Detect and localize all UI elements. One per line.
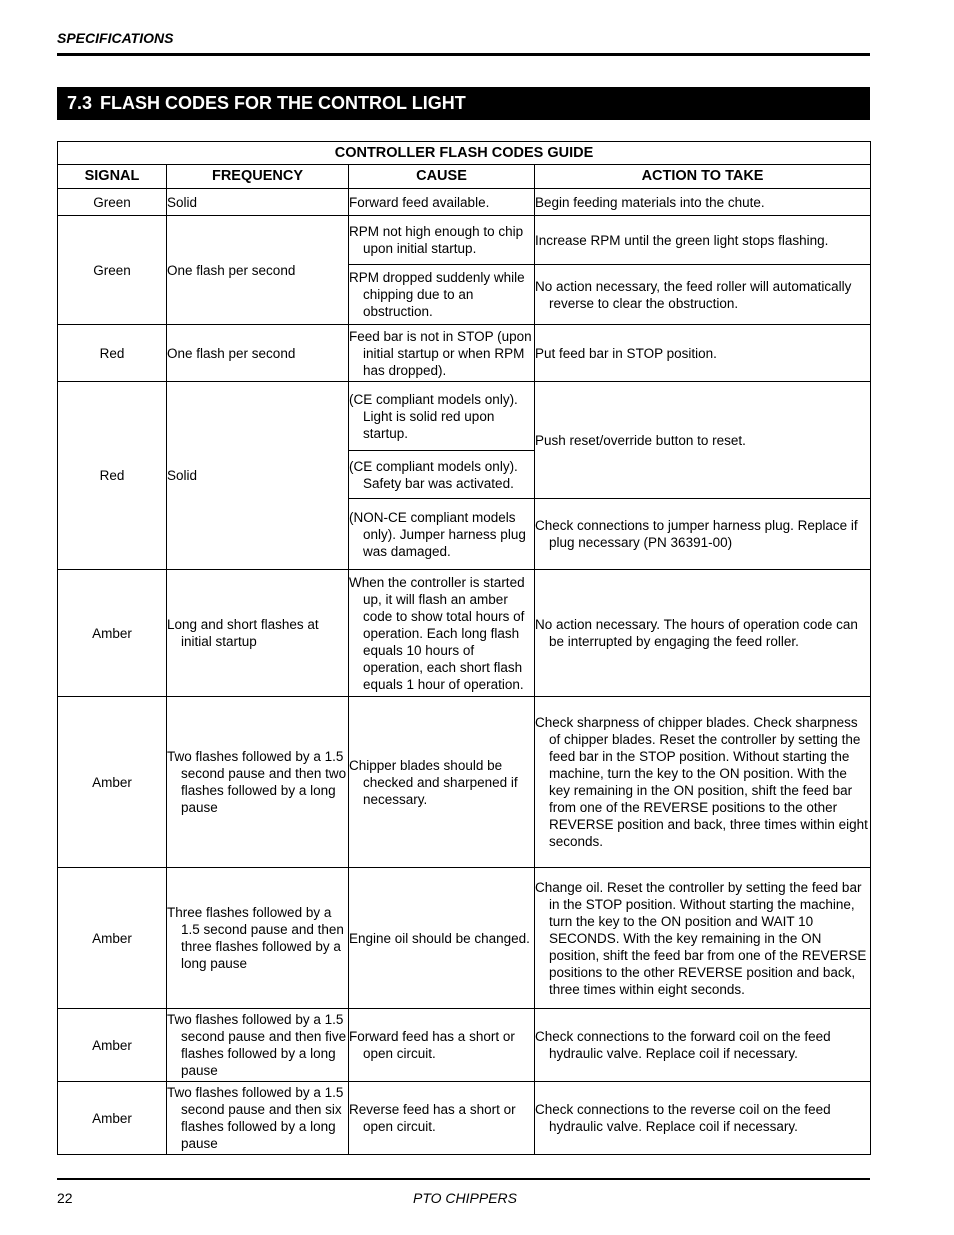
table-row (58, 325, 871, 382)
column-header-frequency: FREQUENCY (167, 165, 349, 189)
table-title: CONTROLLER FLASH CODES GUIDE (58, 142, 871, 165)
column-header-action: ACTION TO TAKE (535, 165, 871, 189)
footer-rule (57, 1178, 870, 1180)
section-heading (57, 87, 870, 120)
column-header-signal: SIGNAL (58, 165, 167, 189)
table-row (58, 570, 871, 697)
action-cell: Change oil. Reset the controller by setting the feed bar in the STOP position. Without starting the machine, turn the key to the ON position and WAIT 10 SECONDS. With the key remaining in the ON position, shift the feed bar from one of the REVERSE positions to the other REVERSE position and back, three times within eight seconds. (535, 868, 871, 1009)
frequency-cell: Solid (167, 382, 349, 570)
signal-cell: Green (58, 216, 167, 325)
running-head: SPECIFICATIONS (57, 30, 174, 46)
cause-cell: Chipper blades should be checked and sharpened if necessary. (349, 697, 535, 868)
cause-cell: Engine oil should be changed. (349, 868, 535, 1009)
action-cell: Check sharpness of chipper blades. Check sharpness of chipper blades. Reset the controller by setting the feed bar in the STOP position. Without starting the machine, turn the key to the ON position. With the key remaining in the ON position, shift the feed bar from one of the REVERSE positions to the other REVERSE position and back, three times within eight seconds. (535, 697, 871, 868)
section-title: FLASH CODES FOR THE CONTROL LIGHT (100, 93, 466, 113)
cause-cell: (CE compliant models only). Light is solid red upon startup. (349, 382, 535, 451)
signal-cell: Amber (58, 570, 167, 697)
cause-cell: RPM dropped suddenly while chipping due to an obstruction. (349, 265, 535, 325)
section-number: 7.3 (67, 93, 93, 113)
signal-cell: Amber (58, 697, 167, 868)
signal-cell: Amber (58, 1082, 167, 1155)
table-row (58, 189, 871, 216)
action-cell: No action necessary, the feed roller will automatically reverse to clear the obstruction. (535, 265, 871, 325)
frequency-cell: Two flashes followed by a 1.5 second pause and then two flashes followed by a long pause (167, 697, 349, 868)
page-number: 22 (57, 1190, 73, 1206)
signal-cell: Green (58, 189, 167, 216)
cause-cell: (CE compliant models only). Safety bar was activated. (349, 451, 535, 499)
table-row (58, 697, 871, 868)
cause-cell: Forward feed has a short or open circuit. (349, 1009, 535, 1082)
flash-codes-table (57, 141, 871, 1155)
table-title-row (58, 142, 871, 165)
frequency-cell: One flash per second (167, 216, 349, 325)
frequency-cell: Long and short flashes at initial startup (167, 570, 349, 697)
table-row (58, 216, 871, 265)
cause-cell: RPM not high enough to chip upon initial startup. (349, 216, 535, 265)
table-row (58, 868, 871, 1009)
signal-cell: Red (58, 325, 167, 382)
action-cell: Push reset/override button to reset. (535, 382, 871, 499)
table-row (58, 1082, 871, 1155)
action-cell: Check connections to the reverse coil on the feed hydraulic valve. Replace coil if necessary. (535, 1082, 871, 1155)
header-rule (57, 53, 870, 56)
cause-cell: Reverse feed has a short or open circuit. (349, 1082, 535, 1155)
signal-cell: Amber (58, 1009, 167, 1082)
action-cell: No action necessary. The hours of operation code can be interrupted by engaging the feed roller. (535, 570, 871, 697)
column-header-cause: CAUSE (349, 165, 535, 189)
frequency-cell: Solid (167, 189, 349, 216)
table-row (58, 1009, 871, 1082)
action-cell: Increase RPM until the green light stops flashing. (535, 216, 871, 265)
cause-cell: (NON-CE compliant models only). Jumper harness plug was damaged. (349, 499, 535, 570)
action-cell: Begin feeding materials into the chute. (535, 189, 871, 216)
frequency-cell: Three flashes followed by a 1.5 second pause and then three flashes followed by a long pause (167, 868, 349, 1009)
cause-cell: When the controller is started up, it will flash an amber code to show total hours of operation. Each long flash equals 10 hours of operation, each short flash equals 1 hour of operation. (349, 570, 535, 697)
frequency-cell: Two flashes followed by a 1.5 second pause and then six flashes followed by a long pause (167, 1082, 349, 1155)
frequency-cell: Two flashes followed by a 1.5 second pause and then five flashes followed by a long pause (167, 1009, 349, 1082)
action-cell: Check connections to the forward coil on the feed hydraulic valve. Replace coil if necessary. (535, 1009, 871, 1082)
table-header-row (58, 165, 871, 189)
signal-cell: Amber (58, 868, 167, 1009)
cause-cell: Feed bar is not in STOP (upon initial startup or when RPM has dropped). (349, 325, 535, 382)
signal-cell: Red (58, 382, 167, 570)
cause-cell: Forward feed available. (349, 189, 535, 216)
table-row (58, 382, 871, 451)
frequency-cell: One flash per second (167, 325, 349, 382)
footer-title: PTO CHIPPERS (413, 1190, 517, 1206)
action-cell: Put feed bar in STOP position. (535, 325, 871, 382)
action-cell: Check connections to jumper harness plug. Replace if plug necessary (PN 36391-00) (535, 499, 871, 570)
